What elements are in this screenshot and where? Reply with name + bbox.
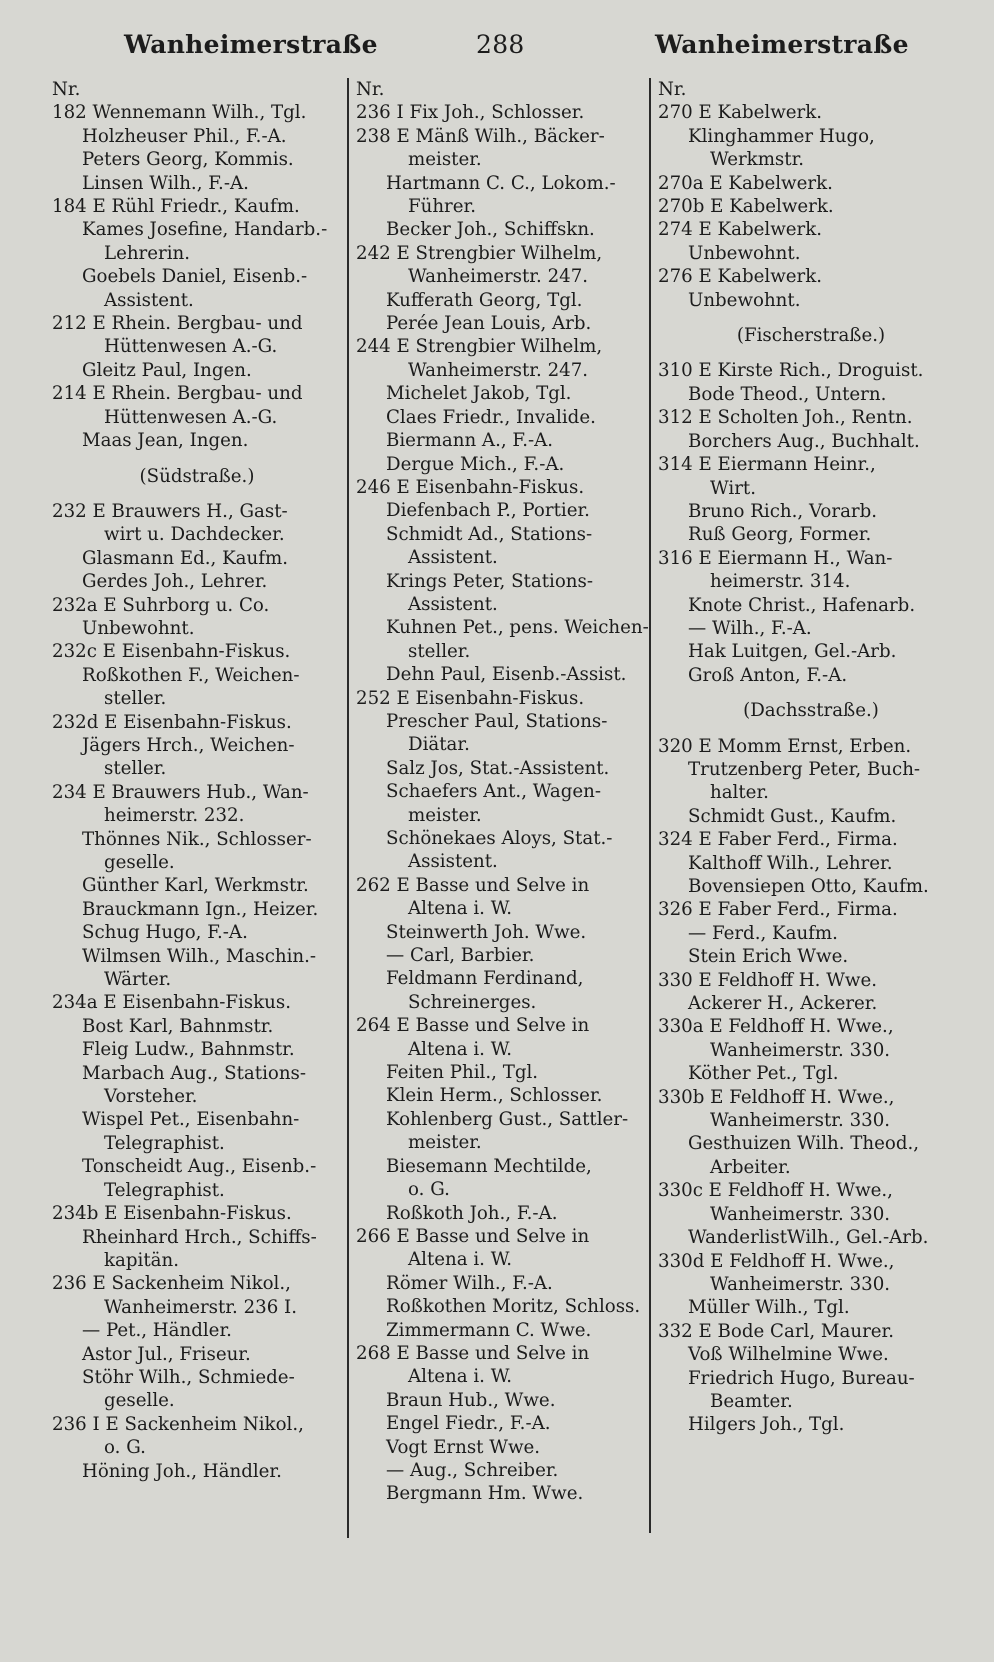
directory-line: 234a E Eisenbahn-Fiskus. [52,992,291,1014]
directory-line: Becker Joh., Schiffskn. [386,219,595,241]
directory-line: Tonscheidt Aug., Eisenb.- [82,1156,317,1178]
directory-line: Rheinhard Hrch., Schiffs- [82,1226,317,1248]
directory-line: — Pet., Händler. [82,1320,232,1342]
directory-line: 330c E Feldhoff H. Wwe., [658,1180,893,1202]
directory-line: meister. [408,804,482,826]
directory-line: Gesthuizen Wilh. Theod., [688,1133,920,1155]
directory-line: Wanheimerstr. 330. [710,1039,891,1061]
directory-line: Altena i. W. [408,1249,513,1271]
directory-line: 312 E Scholten Joh., Rentn. [658,407,913,429]
directory-line: 238 E Mänß Wilh., Bäcker- [356,125,605,147]
directory-line: Hilgers Joh., Tgl. [688,1414,845,1436]
section-heading: (Südstraße.) [139,465,255,487]
directory-line: 332 E Bode Carl, Maurer. [658,1320,895,1342]
directory-line: 310 E Kirste Rich., Droguist. [658,360,924,382]
directory-line: Lehrerin. [104,242,191,264]
directory-line: Beamter. [710,1390,793,1412]
directory-line: Höning Joh., Händler. [82,1460,282,1482]
directory-line: Vorsteher. [104,1086,198,1108]
column-divider-1 [347,78,349,1538]
directory-line: 234 E Brauwers Hub., Wan- [52,781,309,803]
directory-line: Salz Jos, Stat.-Assistent. [386,757,610,779]
directory-line: Astor Jul., Friseur. [82,1343,251,1365]
section-heading: (Fischerstraße.) [736,325,886,347]
directory-line: Hüttenwesen A.-G. [104,406,278,428]
directory-line: Jägers Hrch., Weichen- [82,734,295,756]
directory-line: Roßkothen F., Weichen- [82,664,300,686]
directory-line: Peters Georg, Kommis. [82,149,294,171]
directory-line: Schug Hugo, F.-A. [82,922,248,944]
directory-line: Vogt Ernst Wwe. [386,1436,541,1458]
directory-line: 232 E Brauwers H., Gast- [52,500,288,522]
directory-line: Telegraphist. [104,1132,225,1154]
directory-line: Hartmann C. C., Lokom.- [386,172,616,194]
directory-line: Ackerer H., Ackerer. [688,993,878,1015]
directory-line: 274 E Kabelwerk. [658,219,823,241]
directory-line: Feiten Phil., Tgl. [386,1062,539,1084]
directory-line: Kufferath Georg, Tgl. [386,289,583,311]
directory-line: Klein Herm., Schlosser. [386,1085,603,1107]
directory-line: meister. [408,1132,482,1154]
directory-line: Bovensiepen Otto, Kaufm. [688,876,929,897]
directory-line: Müller Wilh., Tgl. [688,1297,850,1319]
directory-line: geselle. [104,1390,175,1412]
directory-line: Glasmann Ed., Kaufm. [82,547,288,569]
directory-line: Schreinerges. [408,991,537,1013]
directory-line: Goebels Daniel, Eisenb.- [82,266,308,288]
directory-line: Feldmann Ferdinand, [386,968,584,990]
section-heading: (Dachsstraße.) [743,700,879,722]
directory-line: 212 E Rhein. Bergbau- und [52,313,303,335]
directory-line: steller. [408,640,471,662]
directory-line: Römer Wilh., F.-A. [386,1272,553,1294]
directory-line: 266 E Basse und Selve in [356,1225,590,1247]
directory-line: — Ferd., Kaufm. [688,922,838,944]
directory-line: Wanheimerstr. 247. [408,266,589,288]
directory-line: Wärter. [104,969,172,991]
directory-line: Friedrich Hugo, Bureau- [688,1367,915,1389]
directory-line: 268 E Basse und Selve in [356,1342,590,1364]
directory-line: Bergmann Hm. Wwe. [386,1483,584,1505]
directory-line: 236 I Fix Joh., Schlosser. [356,102,585,124]
directory-line: o. G. [408,1179,450,1201]
directory-line: Bost Karl, Bahnmstr. [82,1015,274,1037]
directory-line: Biesemann Mechtilde, [386,1155,592,1177]
directory-line: Linsen Wilh., F.-A. [82,172,249,194]
directory-line: heimerstr. 314. [710,571,851,593]
directory-line: Engel Fiedr., F.-A. [386,1413,551,1435]
directory-line: Unbewohnt. [688,242,801,264]
directory-line: 232d E Eisenbahn-Fiskus. [52,711,292,733]
directory-line: Trutzenberg Peter, Buch- [688,758,921,780]
directory-line: Assistent. [104,289,194,311]
directory-line: 246 E Eisenbahn-Fiskus. [356,476,585,498]
column-3 [658,78,964,1437]
directory-line: 330b E Feldhoff H. Wwe., [658,1086,895,1108]
number-label: Nr. [52,79,81,100]
directory-line: Wanheimerstr. 236 I. [104,1296,298,1318]
directory-line: steller. [104,758,167,780]
directory-line: Schönekaes Aloys, Stat.- [386,828,613,849]
directory-line: 234b E Eisenbahn-Fiskus. [52,1203,292,1225]
directory-line: 244 E Strengbier Wilhelm, [356,336,603,358]
directory-line: Werkmstr. [710,149,805,171]
directory-line: Altena i. W. [408,1038,513,1060]
directory-line: Diätar. [408,734,470,756]
directory-line: 184 E Rühl Friedr., Kaufm. [52,196,300,218]
directory-line: Unbewohnt. [688,289,801,311]
directory-line: Altena i. W. [408,898,513,920]
directory-line: Knote Christ., Hafenarb. [688,594,916,616]
directory-line: Holzheuser Phil., F.-A. [82,125,287,147]
directory-line: — Aug., Schreiber. [386,1459,559,1481]
directory-line: Thönnes Nik., Schlosser- [82,828,312,850]
directory-line: Ruß Georg, Former. [688,524,872,546]
directory-line: Altena i. W. [408,1366,513,1388]
directory-line: heimerstr. 232. [104,805,245,827]
directory-line: Schmidt Gust., Kaufm. [688,805,897,827]
directory-line: Kames Josefine, Handarb.- [82,219,328,241]
directory-line: 242 E Strengbier Wilhelm, [356,242,603,264]
directory-line: Bruno Rich., Vorarb. [688,500,878,522]
directory-line: Braun Hub., Wwe. [386,1389,556,1411]
directory-line: Krings Peter, Stations- [386,570,593,592]
directory-line: 330a E Feldhoff H. Wwe., [658,1016,894,1038]
directory-line: geselle. [104,852,175,873]
directory-line: Kohlenberg Gust., Sattler- [386,1108,629,1130]
directory-line: Köther Pet., Tgl. [688,1063,839,1085]
directory-line: 316 E Eiermann H., Wan- [658,547,893,569]
directory-line: o. G. [104,1437,146,1459]
directory-line: Kuhnen Pet., pens. Weichen- [386,617,649,639]
directory-line: wirt u. Dachdecker. [104,524,285,546]
number-label: Nr. [658,79,687,100]
directory-line: 262 E Basse und Selve in [356,874,590,896]
directory-line: Claes Friedr., Invalide. [386,406,596,428]
directory-line: WanderlistWilh., Gel.-Arb. [688,1227,929,1249]
directory-line: Perée Jean Louis, Arb. [386,313,592,335]
directory-line: Prescher Paul, Stations- [386,710,608,732]
directory-line: 330 E Feldhoff H. Wwe. [658,969,877,991]
directory-line: 314 E Eiermann Heinr., [658,454,876,476]
directory-line: steller. [104,688,167,710]
directory-line: Groß Anton, F.-A. [688,664,848,686]
directory-line: — Carl, Barbier. [386,945,535,967]
directory-line: Wanheimerstr. 330. [710,1110,891,1132]
directory-line: Zimmermann C. Wwe. [386,1319,592,1341]
directory-line: Arbeiter. [710,1156,791,1178]
left-running-title: Wanheimerstraße [124,30,378,59]
directory-line: Telegraphist. [104,1179,225,1201]
directory-line: 324 E Faber Ferd., Firma. [658,829,898,851]
number-label: Nr. [356,79,385,100]
directory-line: Steinwerth Joh. Wwe. [386,921,587,943]
directory-line: Gleitz Paul, Ingen. [82,359,252,381]
directory-line: Hak Luitgen, Gel.-Arb. [688,641,897,663]
directory-line: — Wilh., F.-A. [688,617,812,639]
column-2 [356,78,652,1506]
directory-line: Unbewohnt. [82,617,195,639]
directory-line: Brauckmann Ign., Heizer. [82,898,319,920]
directory-line: Borchers Aug., Buchhalt. [688,430,920,452]
directory-line: Führer. [408,196,476,218]
directory-line: meister. [408,149,482,171]
directory-line: Wanheimerstr. 330. [710,1273,891,1295]
directory-line: Wilmsen Wilh., Maschin.- [82,945,317,967]
directory-line: 270 E Kabelwerk. [658,102,823,124]
directory-line: Fleig Ludw., Bahnmstr. [82,1039,295,1061]
directory-line: 330d E Feldhoff H. Wwe., [658,1250,895,1272]
directory-line: Biermann A., F.-A. [386,430,554,452]
directory-line: 270b E Kabelwerk. [658,196,834,218]
directory-line: Kalthoff Wilh., Lehrer. [688,852,893,874]
directory-line: 236 I E Sackenheim Nikol., [52,1413,304,1435]
directory-line: Wirt. [710,477,756,499]
column-1 [52,78,342,1483]
directory-line: 252 E Eisenbahn-Fiskus. [356,687,585,709]
page-number: 288 [476,30,525,59]
right-running-title: Wanheimerstraße [655,30,909,59]
directory-line: Schmidt Ad., Stations- [386,523,593,545]
directory-line: 214 E Rhein. Bergbau- und [52,383,303,405]
directory-line: 320 E Momm Ernst, Erben. [658,735,912,757]
directory-line: halter. [710,782,769,804]
directory-line: Diefenbach P., Portier. [386,500,590,522]
directory-line: Klinghammer Hugo, [688,125,875,147]
directory-line: 264 E Basse und Selve in [356,1015,590,1037]
directory-line: 326 E Faber Ferd., Firma. [658,899,898,921]
directory-line: Bode Theod., Untern. [688,383,887,405]
directory-line: Gerdes Joh., Lehrer. [82,571,268,593]
directory-line: Roßkoth Joh., F.-A. [386,1202,558,1224]
directory-line: Günther Karl, Werkmstr. [82,875,309,897]
directory-line: Roßkothen Moritz, Schloss. [386,1296,641,1318]
directory-line: Stein Erich Wwe. [688,946,849,968]
directory-line: Assistent. [408,547,498,569]
directory-line: 236 E Sackenheim Nikol., [52,1273,291,1295]
directory-line: Dehn Paul, Eisenb.-Assist. [386,664,627,686]
directory-line: 276 E Kabelwerk. [658,266,823,288]
directory-line: Hüttenwesen A.-G. [104,336,278,358]
directory-line: Michelet Jakob, Tgl. [386,383,572,405]
directory-line: Wispel Pet., Eisenbahn- [82,1109,300,1131]
directory-line: 182 Wennemann Wilh., Tgl. [52,102,307,124]
directory-line: Wanheimerstr. 330. [710,1203,891,1225]
directory-line: Stöhr Wilh., Schmiede- [82,1366,295,1388]
directory-line: Maas Jean, Ingen. [82,430,249,452]
directory-line: Assistent. [408,593,498,615]
directory-line: Schaefers Ant., Wagen- [386,781,601,803]
directory-line: kapitän. [104,1249,179,1271]
directory-line: Wanheimerstr. 247. [408,359,589,381]
directory-line: Dergue Mich., F.-A. [386,453,565,475]
directory-line: 232c E Eisenbahn-Fiskus. [52,641,291,663]
directory-line: 270a E Kabelwerk. [658,172,833,194]
directory-line: 232a E Suhrborg u. Co. [52,594,270,616]
directory-line: Marbach Aug., Stations- [82,1062,307,1084]
directory-line: Assistent. [408,851,498,873]
directory-line: Voß Wilhelmine Wwe. [688,1344,889,1366]
